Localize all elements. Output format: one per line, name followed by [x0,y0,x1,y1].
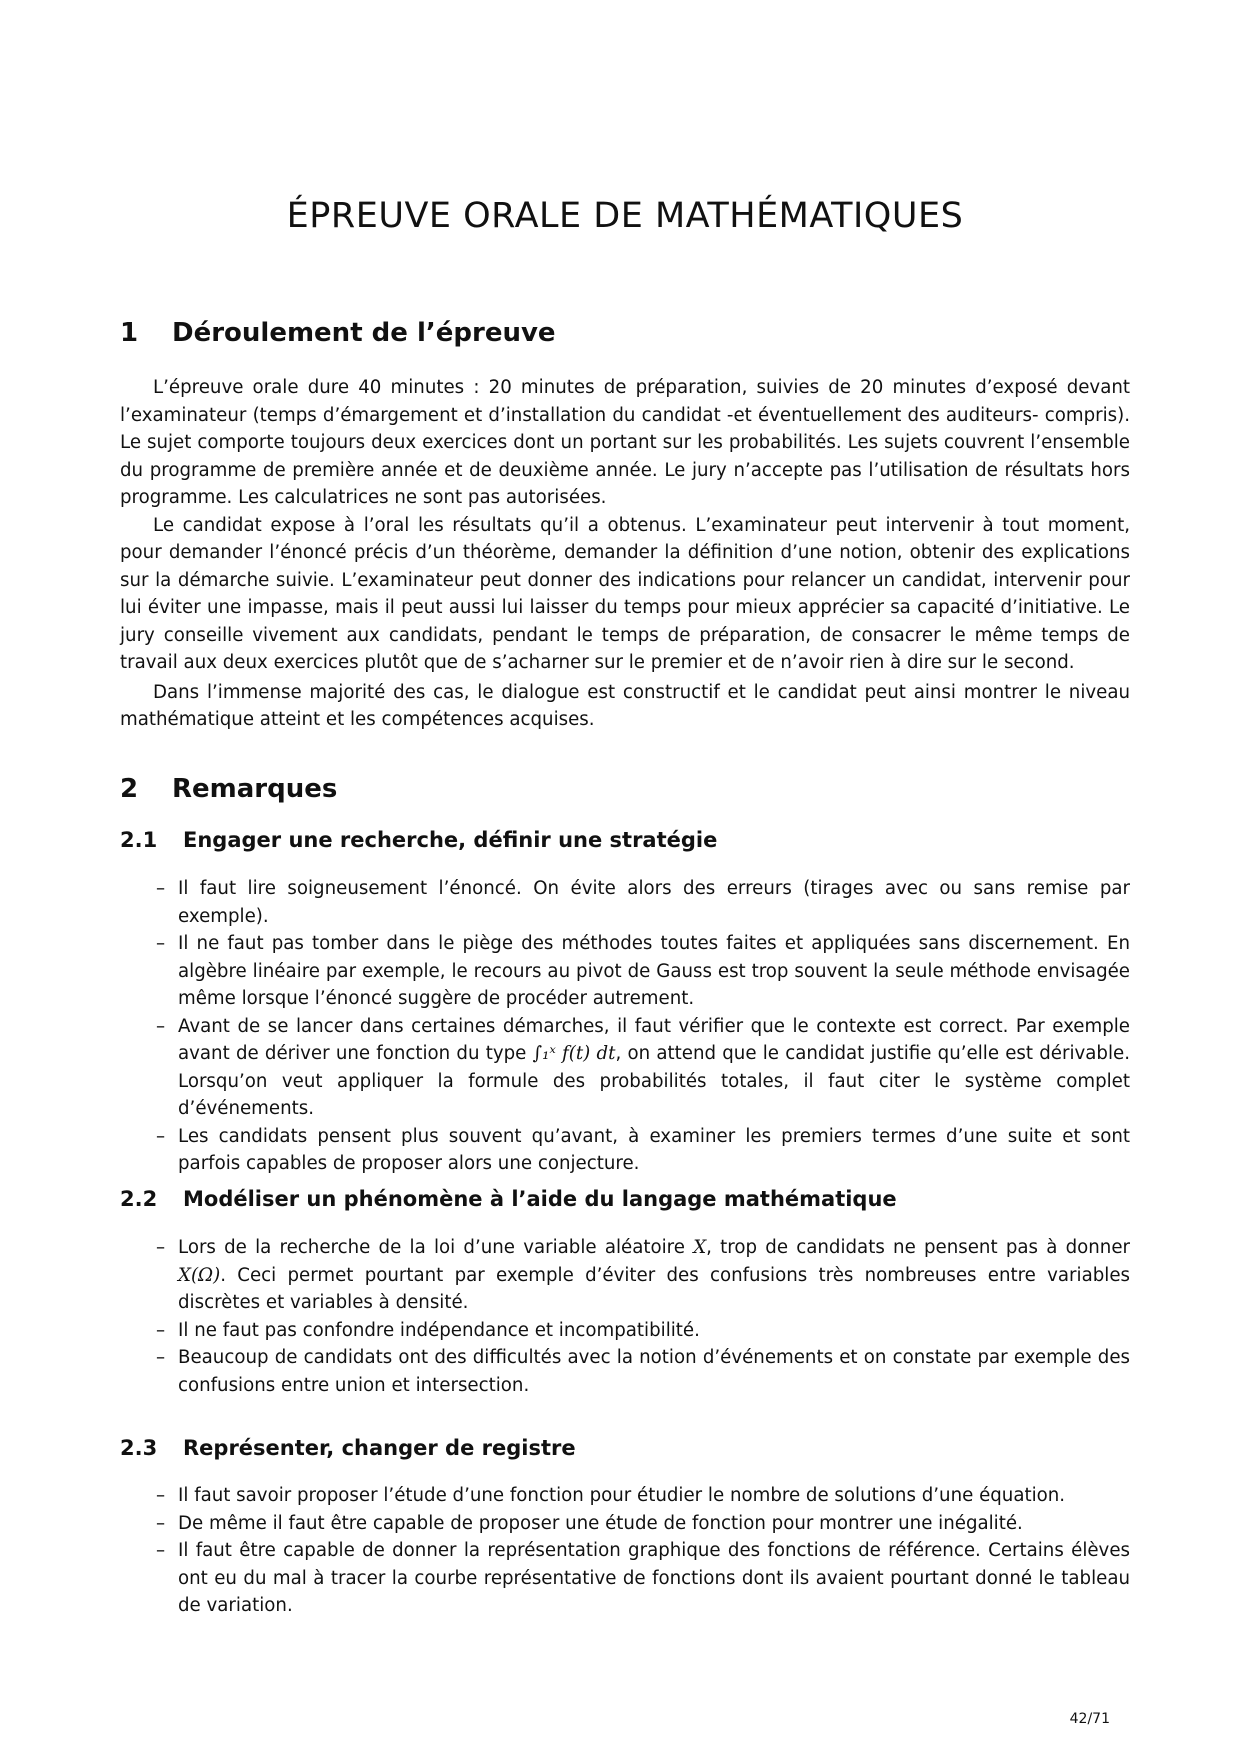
list-item: – Lors de la recherche de la loi d’une variable aléatoire X, trop de candidats ne pensent pas à donner X(Ω). Ceci permet pourtant par exemple d’éviter des confusions très nombreuses entre variables discrètes et variables à densité. [120,1234,1130,1317]
subsection-2-2-heading [120,1187,897,1211]
dash-marker: – [156,933,166,954]
section-number: 1 [120,318,139,348]
section-number: 2 [120,774,139,804]
list-item: – Il faut savoir proposer l’étude d’une fonction pour étudier le nombre de solutions d’une équation. [120,1482,1130,1510]
list-item: – Les candidats pensent plus souvent qu’avant, à examiner les premiers termes d’une suite et sont parfois capables de proposer alors une conjecture. [120,1123,1130,1178]
dash-marker: – [156,1015,166,1037]
list-item: – Il faut être capable de donner la représentation graphique des fonctions de référence. Certains élèves ont eu du mal à tracer la courbe représentative de fonctions dont ils avaient pourtant donné le tableau de variation. [120,1537,1130,1620]
section-1-body [120,374,1130,734]
paragraph: Le candidat expose à l’oral les résultats qu’il a obtenus. L’examinateur peut intervenir à tout moment, pour demander l’énoncé précis d’un théorème, demander la définition d’une notion, obtenir des explications sur la démarche suivie. L’examinateur peut donner des indications pour relancer un candidat, intervenir pour lui éviter une impasse, mais il peut aussi lui laisser du temps pour mieux apprécier sa capacité d’initiative. Le jury conseille vivement aux candidats, pendant le temps de préparation, de consacrer le même temps de travail aux deux exercices plutôt que de s’acharner sur le premier et de n’avoir rien à dire sur le second. [120,514,1130,673]
variable-x-omega: X(Ω) [178,1264,221,1286]
dash-marker: – [156,1237,166,1258]
paragraph: L’épreuve orale dure 40 minutes : 20 minutes de préparation, suivies de 20 minutes d’exposé devant l’examinateur (temps d’émargement et d’installation du candidat -et éventuellement des auditeurs- compris). Le sujet comporte toujours deux exercices dont un portant sur les probabilités. Les sujets couvrent l’ensemble du programme de première année et de deuxième année. Le jury n’accepte pas l’utilisation de résultats hors programme. Les calculatrices ne sont pas autorisées. [120,377,1130,508]
section-title: Déroulement de l’épreuve [172,318,556,348]
list-item: – Il ne faut pas confondre indépendance et incompatibilité. [120,1317,1130,1345]
subsection-2-3-heading [120,1436,576,1460]
paragraph: Dans l’immense majorité des cas, le dialogue est constructif et le candidat peut ainsi montrer le niveau mathématique atteint et les compétences acquises. [120,681,1130,730]
section-1-heading [120,318,556,348]
list-item: – De même il faut être capable de proposer une étude de fonction pour montrer une inégalité. [120,1510,1130,1538]
subsection-2-1-list [120,875,1130,1178]
list-item: – Beaucoup de candidats ont des difficultés avec la notion d’événements et on constate par exemple des confusions entre union et intersection. [120,1344,1130,1399]
section-2-heading [120,774,337,804]
variable-x: X [693,1237,707,1258]
section-title: Remarques [172,774,338,804]
page-number: 42/71 [1069,1711,1110,1727]
dash-marker: – [156,1125,166,1147]
subsection-number: 2.2 [120,1187,158,1211]
subsection-title: Engager une recherche, définir une stratégie [183,828,718,852]
dash-marker: – [156,1319,166,1341]
subsection-number: 2.1 [120,828,158,852]
subsection-2-2-list [120,1234,1130,1399]
dash-marker: – [156,1347,166,1368]
subsection-2-1-heading [120,828,717,852]
dash-marker: – [156,1485,166,1506]
subsection-2-3-list [120,1482,1130,1620]
integral-formula: ∫₁ˣ f(t) dt [532,1043,616,1064]
list-item: – Avant de se lancer dans certaines démarches, il faut vérifier que le contexte est correct. Par exemple avant de dériver une fonction du type ∫₁ˣ f(t) dt, on attend que le candidat justifie qu’elle est dérivable. Lorsqu’on veut appliquer la formule des probabilités totales, il faut citer le système complet d’événements. [120,1013,1130,1123]
list-item: – Il ne faut pas tomber dans le piège des méthodes toutes faites et appliquées sans discernement. En algèbre linéaire par exemple, le recours au pivot de Gauss est trop souvent la seule méthode envisagée même lorsque l’énoncé suggère de procéder autrement. [120,930,1130,1013]
page-title: ÉPREUVE ORALE DE MATHÉMATIQUES [286,196,964,236]
subsection-title: Modéliser un phénomène à l’aide du langage mathématique [183,1187,897,1211]
dash-marker: – [156,1512,166,1534]
dash-marker: – [156,878,166,899]
subsection-number: 2.3 [120,1436,158,1460]
list-item: – Il faut lire soigneusement l’énoncé. On évite alors des erreurs (tirages avec ou sans remise par exemple). [120,875,1130,930]
subsection-title: Représenter, changer de registre [183,1436,576,1460]
dash-marker: – [156,1540,166,1561]
